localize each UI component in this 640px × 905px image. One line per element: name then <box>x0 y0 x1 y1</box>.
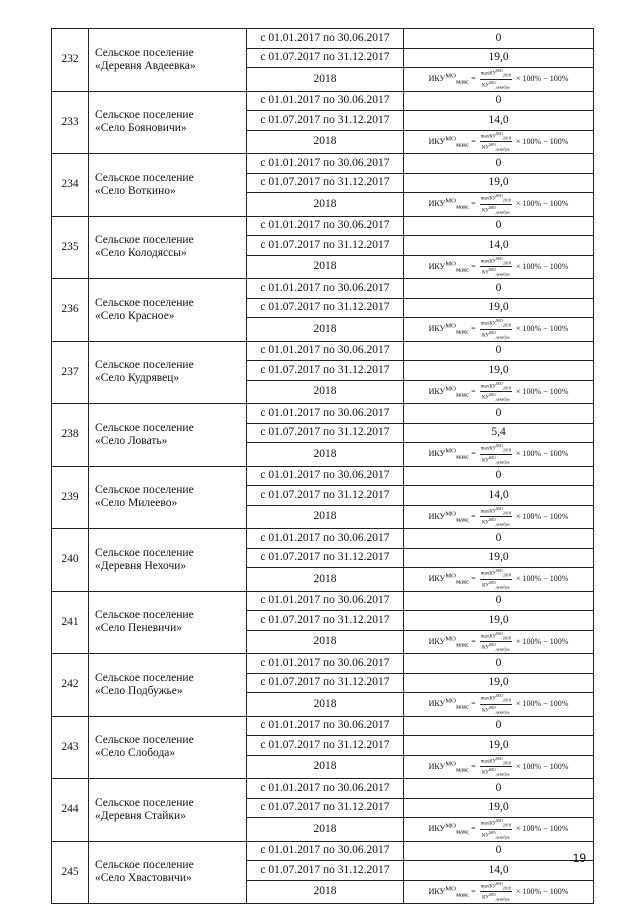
formula-denominator: $КУ^{МО}_{декабрь}$ <box>482 267 510 277</box>
year-cell: 2018 <box>247 880 404 903</box>
formula-numerator: maxКУ$^{МО}_{2018}$ <box>480 693 512 703</box>
period-second-half: с 01.07.2017 по 31.12.2017 <box>247 861 404 881</box>
settlement-name <box>89 779 247 842</box>
settlement-name <box>89 154 247 217</box>
period-first-half: с 01.01.2017 по 30.06.2017 <box>247 591 404 611</box>
formula-rhs: × 100% − 100% <box>516 511 569 521</box>
formula-numerator: maxКУ$^{МО}_{2018}$ <box>480 880 512 891</box>
year-cell: 2018 <box>247 255 404 278</box>
row-number: 240 <box>52 529 89 592</box>
formula-lhs: $ИКУ^{МО}_{макс}$ <box>428 572 470 586</box>
table-row <box>52 341 594 361</box>
settlement-title: «Село Воткино» <box>95 184 176 197</box>
table-row <box>52 279 594 299</box>
row-number: 232 <box>52 29 89 92</box>
period-second-half: с 01.07.2017 по 31.12.2017 <box>247 173 404 193</box>
period-first-half: с 01.01.2017 по 30.06.2017 <box>247 466 404 486</box>
period-second-half: с 01.07.2017 по 31.12.2017 <box>247 548 404 568</box>
value-first-half: 0 <box>404 466 594 486</box>
formula-fraction <box>480 443 512 465</box>
formula-numerator: maxКУ$^{МО}_{2018}$ <box>480 568 512 578</box>
row-number: 242 <box>52 654 89 717</box>
formula-equals: = <box>471 824 476 834</box>
settlement-type: Сельское поселение <box>95 609 194 622</box>
formula-fraction <box>480 881 512 903</box>
value-first-half: 0 <box>404 154 594 174</box>
settlement-type: Сельское поселение <box>95 296 194 309</box>
formula-fraction <box>480 256 512 278</box>
formula-cell <box>404 68 594 91</box>
period-second-half: с 01.07.2017 по 31.12.2017 <box>247 611 404 631</box>
row-number: 241 <box>52 591 89 654</box>
formula-cell <box>404 193 594 216</box>
year-cell: 2018 <box>247 380 404 403</box>
formula-denominator: $КУ^{МО}_{декабрь}$ <box>482 142 510 152</box>
row-number: 236 <box>52 279 89 342</box>
settlement-type: Сельское поселение <box>95 546 194 559</box>
formula-equals: = <box>471 261 476 271</box>
tariff-table <box>51 28 594 904</box>
value-first-half: 0 <box>404 591 594 611</box>
formula-lhs: $ИКУ^{МО}_{макс}$ <box>428 72 470 86</box>
formula-equals: = <box>471 574 476 584</box>
value-second-half: 14,0 <box>404 486 594 506</box>
table-row <box>52 216 594 236</box>
settlement-name <box>89 341 247 404</box>
formula-denominator: $КУ^{МО}_{декабрь}$ <box>482 642 510 652</box>
period-first-half: с 01.01.2017 по 30.06.2017 <box>247 716 404 736</box>
period-first-half: с 01.01.2017 по 30.06.2017 <box>247 216 404 236</box>
value-second-half: 19,0 <box>404 173 594 193</box>
formula-equals: = <box>471 199 476 209</box>
formula-lhs: $ИКУ^{МО}_{макс}$ <box>428 447 470 461</box>
formula-numerator: maxКУ$^{МО}_{2018}$ <box>480 630 512 641</box>
formula-cell <box>404 505 594 528</box>
settlement-title: «Деревня Стайки» <box>95 809 186 822</box>
formula-rhs: × 100% − 100% <box>516 761 569 771</box>
formula-lhs: $ИКУ^{МО}_{макс}$ <box>428 135 470 149</box>
formula-equals: = <box>471 136 476 146</box>
settlement-type: Сельское поселение <box>95 671 194 684</box>
tariff-table-body <box>52 29 594 904</box>
period-second-half: с 01.07.2017 по 31.12.2017 <box>247 673 404 693</box>
value-second-half: 19,0 <box>404 361 594 381</box>
formula-fraction <box>480 756 512 778</box>
formula-denominator: $КУ^{МО}_{декабрь}$ <box>482 79 510 90</box>
formula-cell <box>404 380 594 403</box>
formula-rhs: × 100% − 100% <box>516 386 569 396</box>
formula-cell <box>404 255 594 278</box>
year-cell: 2018 <box>247 443 404 466</box>
page-number: 19 <box>572 851 586 865</box>
value-second-half: 19,0 <box>404 548 594 568</box>
formula-fraction <box>480 381 512 403</box>
formula-fraction <box>480 693 512 715</box>
formula-rhs: × 100% − 100% <box>516 324 569 334</box>
table-row <box>52 591 594 611</box>
formula-lhs: $ИКУ^{МО}_{макс}$ <box>428 510 470 524</box>
table-row <box>52 841 594 861</box>
formula-denominator: $КУ^{МО}_{декабрь}$ <box>482 704 510 715</box>
formula-lhs: $ИКУ^{МО}_{макс}$ <box>428 822 470 836</box>
formula-cell <box>404 630 594 653</box>
value-first-half: 0 <box>404 29 594 49</box>
value-second-half: 19,0 <box>404 298 594 318</box>
formula-fraction <box>480 818 512 840</box>
formula-lhs: $ИКУ^{МО}_{макс}$ <box>428 322 470 336</box>
formula-numerator: maxКУ$^{МО}_{2018}$ <box>480 505 512 516</box>
formula-fraction <box>480 506 512 528</box>
settlement-title: «Село Милеево» <box>95 497 178 510</box>
value-second-half: 19,0 <box>404 798 594 818</box>
period-first-half: с 01.01.2017 по 30.06.2017 <box>247 91 404 111</box>
formula-equals: = <box>471 761 476 771</box>
value-first-half: 0 <box>404 279 594 299</box>
formula-equals: = <box>471 886 476 896</box>
value-second-half: 14,0 <box>404 236 594 256</box>
settlement-type: Сельское поселение <box>95 234 194 247</box>
formula-cell <box>404 568 594 591</box>
formula-fraction <box>480 193 512 215</box>
settlement-name <box>89 716 247 779</box>
period-second-half: с 01.07.2017 по 31.12.2017 <box>247 736 404 756</box>
year-cell: 2018 <box>247 68 404 91</box>
settlement-name <box>89 91 247 154</box>
settlement-title: «Деревня Нехочи» <box>95 559 187 572</box>
settlement-title: «Село Кудрявец» <box>95 372 180 385</box>
formula-rhs: × 100% − 100% <box>516 574 569 584</box>
table-row <box>52 29 594 49</box>
value-second-half: 19,0 <box>404 48 594 68</box>
formula-lhs: $ИКУ^{МО}_{макс}$ <box>428 385 470 399</box>
formula-cell <box>404 130 594 153</box>
formula-numerator: maxКУ$^{МО}_{2018}$ <box>480 443 512 453</box>
value-first-half: 0 <box>404 779 594 799</box>
formula-lhs: $ИКУ^{МО}_{макс}$ <box>428 697 470 711</box>
row-number: 245 <box>52 841 89 904</box>
value-first-half: 0 <box>404 91 594 111</box>
settlement-title: «Село Бояновичи» <box>95 122 187 135</box>
table-row <box>52 654 594 674</box>
formula-cell <box>404 880 594 903</box>
year-cell: 2018 <box>247 130 404 153</box>
settlement-type: Сельское поселение <box>95 109 194 122</box>
year-cell: 2018 <box>247 818 404 841</box>
period-first-half: с 01.01.2017 по 30.06.2017 <box>247 29 404 49</box>
formula-equals: = <box>471 74 476 84</box>
settlement-type: Сельское поселение <box>95 171 194 184</box>
year-cell: 2018 <box>247 318 404 341</box>
formula-denominator: $КУ^{МО}_{декабрь}$ <box>482 329 510 340</box>
formula-equals: = <box>471 324 476 334</box>
value-second-half: 19,0 <box>404 673 594 693</box>
settlement-type: Сельское поселение <box>95 859 194 872</box>
settlement-title: «Село Подбужье» <box>95 684 183 697</box>
value-second-half: 19,0 <box>404 736 594 756</box>
period-second-half: с 01.07.2017 по 31.12.2017 <box>247 486 404 506</box>
row-number: 237 <box>52 341 89 404</box>
year-cell: 2018 <box>247 693 404 716</box>
value-second-half: 19,0 <box>404 611 594 631</box>
value-second-half: 14,0 <box>404 111 594 131</box>
formula-denominator: $КУ^{МО}_{декабрь}$ <box>482 204 510 215</box>
formula-equals: = <box>471 636 476 646</box>
formula-fraction <box>480 631 512 653</box>
table-row <box>52 529 594 549</box>
formula-rhs: × 100% − 100% <box>516 824 569 834</box>
settlement-title: «Село Слобода» <box>95 747 176 760</box>
formula-equals: = <box>471 699 476 709</box>
settlement-title: «Село Хвастовичи» <box>95 872 192 885</box>
value-second-half: 14,0 <box>404 861 594 881</box>
formula-numerator: maxКУ$^{МО}_{2018}$ <box>480 130 512 141</box>
formula-cell <box>404 693 594 716</box>
formula-cell <box>404 318 594 341</box>
value-first-half: 0 <box>404 716 594 736</box>
period-first-half: с 01.01.2017 по 30.06.2017 <box>247 841 404 861</box>
value-first-half: 0 <box>404 654 594 674</box>
table-row <box>52 91 594 111</box>
formula-rhs: × 100% − 100% <box>516 261 569 271</box>
formula-rhs: × 100% − 100% <box>516 136 569 146</box>
row-number: 243 <box>52 716 89 779</box>
settlement-name <box>89 529 247 592</box>
formula-numerator: maxКУ$^{МО}_{2018}$ <box>480 255 512 266</box>
year-cell: 2018 <box>247 630 404 653</box>
formula-lhs: $ИКУ^{МО}_{макс}$ <box>428 260 470 274</box>
settlement-type: Сельское поселение <box>95 796 194 809</box>
formula-fraction <box>480 568 512 590</box>
settlement-name <box>89 216 247 279</box>
formula-numerator: maxКУ$^{МО}_{2018}$ <box>480 193 512 203</box>
formula-denominator: $КУ^{МО}_{декабрь}$ <box>482 517 510 527</box>
formula-rhs: × 100% − 100% <box>516 636 569 646</box>
formula-lhs: $ИКУ^{МО}_{макс}$ <box>428 197 470 211</box>
settlement-name <box>89 404 247 467</box>
settlement-title: «Село Ловать» <box>95 434 168 447</box>
settlement-type: Сельское поселение <box>95 421 194 434</box>
period-second-half: с 01.07.2017 по 31.12.2017 <box>247 298 404 318</box>
period-second-half: с 01.07.2017 по 31.12.2017 <box>247 48 404 68</box>
formula-rhs: × 100% − 100% <box>516 74 569 84</box>
formula-numerator: maxКУ$^{МО}_{2018}$ <box>480 68 512 78</box>
period-first-half: с 01.01.2017 по 30.06.2017 <box>247 154 404 174</box>
value-second-half: 5,4 <box>404 423 594 443</box>
settlement-name <box>89 841 247 904</box>
value-first-half: 0 <box>404 529 594 549</box>
row-number: 239 <box>52 466 89 529</box>
formula-cell <box>404 443 594 466</box>
settlement-name <box>89 591 247 654</box>
value-first-half: 0 <box>404 404 594 424</box>
formula-lhs: $ИКУ^{МО}_{макс}$ <box>428 635 470 649</box>
year-cell: 2018 <box>247 568 404 591</box>
year-cell: 2018 <box>247 505 404 528</box>
settlement-name <box>89 279 247 342</box>
formula-fraction <box>480 68 512 90</box>
settlement-name <box>89 466 247 529</box>
value-first-half: 0 <box>404 216 594 236</box>
formula-denominator: $КУ^{МО}_{декабрь}$ <box>482 392 510 402</box>
formula-cell <box>404 755 594 778</box>
formula-lhs: $ИКУ^{МО}_{макс}$ <box>428 885 470 899</box>
year-cell: 2018 <box>247 193 404 216</box>
formula-denominator: $КУ^{МО}_{декабрь}$ <box>482 829 510 840</box>
period-first-half: с 01.01.2017 по 30.06.2017 <box>247 279 404 299</box>
settlement-title: «Деревня Авдеевка» <box>95 59 196 72</box>
formula-rhs: × 100% − 100% <box>516 699 569 709</box>
settlement-type: Сельское поселение <box>95 359 194 372</box>
period-second-half: с 01.07.2017 по 31.12.2017 <box>247 236 404 256</box>
settlement-type: Сельское поселение <box>95 484 194 497</box>
value-first-half: 0 <box>404 841 594 861</box>
row-number: 238 <box>52 404 89 467</box>
period-first-half: с 01.01.2017 по 30.06.2017 <box>247 341 404 361</box>
settlement-title: «Село Пеневичи» <box>95 622 182 635</box>
table-row <box>52 779 594 799</box>
row-number: 235 <box>52 216 89 279</box>
period-first-half: с 01.01.2017 по 30.06.2017 <box>247 529 404 549</box>
period-second-half: с 01.07.2017 по 31.12.2017 <box>247 361 404 381</box>
formula-denominator: $КУ^{МО}_{декабрь}$ <box>482 454 510 465</box>
period-first-half: с 01.01.2017 по 30.06.2017 <box>247 654 404 674</box>
settlement-title: «Село Колодяссы» <box>95 247 187 260</box>
formula-fraction <box>480 318 512 340</box>
formula-fraction <box>480 131 512 153</box>
period-second-half: с 01.07.2017 по 31.12.2017 <box>247 423 404 443</box>
formula-numerator: maxКУ$^{МО}_{2018}$ <box>480 380 512 391</box>
formula-equals: = <box>471 386 476 396</box>
value-first-half: 0 <box>404 341 594 361</box>
formula-numerator: maxКУ$^{МО}_{2018}$ <box>480 318 512 328</box>
formula-denominator: $КУ^{МО}_{декабрь}$ <box>482 767 510 777</box>
period-second-half: с 01.07.2017 по 31.12.2017 <box>247 798 404 818</box>
settlement-name <box>89 654 247 717</box>
row-number: 234 <box>52 154 89 217</box>
formula-cell <box>404 818 594 841</box>
table-row <box>52 716 594 736</box>
formula-denominator: $КУ^{МО}_{декабрь}$ <box>482 892 510 902</box>
formula-rhs: × 100% − 100% <box>516 449 569 459</box>
row-number: 244 <box>52 779 89 842</box>
year-cell: 2018 <box>247 755 404 778</box>
formula-rhs: × 100% − 100% <box>516 886 569 896</box>
formula-equals: = <box>471 449 476 459</box>
formula-lhs: $ИКУ^{МО}_{макс}$ <box>428 760 470 774</box>
settlement-name <box>89 29 247 92</box>
formula-rhs: × 100% − 100% <box>516 199 569 209</box>
period-first-half: с 01.01.2017 по 30.06.2017 <box>247 779 404 799</box>
settlement-type: Сельское поселение <box>95 46 194 59</box>
formula-denominator: $КУ^{МО}_{декабрь}$ <box>482 579 510 590</box>
table-row <box>52 466 594 486</box>
period-first-half: с 01.01.2017 по 30.06.2017 <box>247 404 404 424</box>
settlement-title: «Село Красное» <box>95 309 175 322</box>
formula-equals: = <box>471 511 476 521</box>
settlement-type: Сельское поселение <box>95 734 194 747</box>
period-second-half: с 01.07.2017 по 31.12.2017 <box>247 111 404 131</box>
formula-numerator: maxКУ$^{МО}_{2018}$ <box>480 755 512 766</box>
row-number: 233 <box>52 91 89 154</box>
table-row <box>52 404 594 424</box>
formula-numerator: maxКУ$^{МО}_{2018}$ <box>480 818 512 828</box>
table-row <box>52 154 594 174</box>
